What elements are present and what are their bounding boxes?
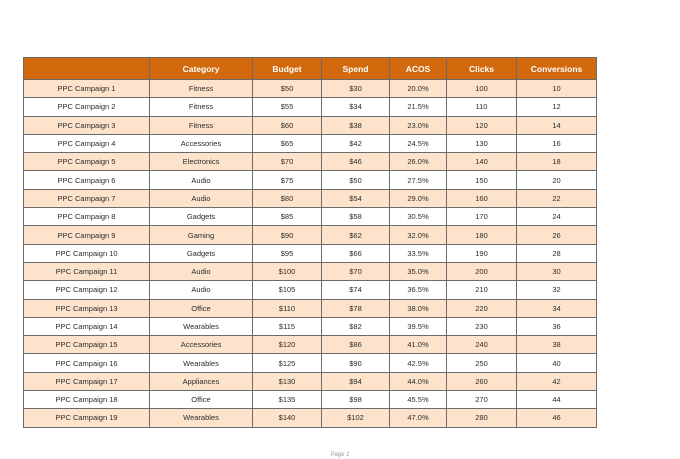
table-row (24, 409, 597, 427)
cell-budget: $140 (253, 409, 322, 427)
cell-clicks: 240 (447, 336, 517, 354)
cell-category: Accessories (150, 336, 253, 354)
cell-conversions: 18 (517, 153, 597, 171)
cell-spend: $98 (322, 391, 390, 409)
cell-budget: $50 (253, 80, 322, 98)
header-cell-clicks: Clicks (447, 58, 517, 80)
cell-budget: $55 (253, 98, 322, 116)
cell-clicks: 220 (447, 299, 517, 317)
table-row (24, 134, 597, 152)
table-row (24, 208, 597, 226)
cell-conversions: 12 (517, 98, 597, 116)
cell-acos: 35.0% (390, 262, 447, 280)
cell-campaign: PPC Campaign 19 (24, 409, 150, 427)
header-cell-budget: Budget (253, 58, 322, 80)
cell-spend: $90 (322, 354, 390, 372)
cell-spend: $82 (322, 317, 390, 335)
cell-budget: $130 (253, 372, 322, 390)
cell-acos: 20.0% (390, 80, 447, 98)
cell-campaign: PPC Campaign 5 (24, 153, 150, 171)
cell-clicks: 170 (447, 208, 517, 226)
cell-budget: $100 (253, 262, 322, 280)
cell-conversions: 44 (517, 391, 597, 409)
table-row (24, 354, 597, 372)
cell-clicks: 250 (447, 354, 517, 372)
cell-campaign: PPC Campaign 13 (24, 299, 150, 317)
cell-conversions: 46 (517, 409, 597, 427)
cell-campaign: PPC Campaign 6 (24, 171, 150, 189)
cell-conversions: 36 (517, 317, 597, 335)
cell-clicks: 100 (447, 80, 517, 98)
cell-spend: $78 (322, 299, 390, 317)
cell-conversions: 20 (517, 171, 597, 189)
cell-category: Fitness (150, 98, 253, 116)
cell-campaign: PPC Campaign 12 (24, 281, 150, 299)
cell-category: Electronics (150, 153, 253, 171)
cell-clicks: 210 (447, 281, 517, 299)
cell-clicks: 110 (447, 98, 517, 116)
table-row (24, 336, 597, 354)
cell-spend: $62 (322, 226, 390, 244)
cell-conversions: 16 (517, 134, 597, 152)
cell-spend: $66 (322, 244, 390, 262)
cell-campaign: PPC Campaign 3 (24, 116, 150, 134)
cell-conversions: 40 (517, 354, 597, 372)
page-number: Page 1 (330, 452, 350, 458)
table-row (24, 116, 597, 134)
cell-category: Accessories (150, 134, 253, 152)
cell-budget: $85 (253, 208, 322, 226)
cell-acos: 33.5% (390, 244, 447, 262)
cell-spend: $58 (322, 208, 390, 226)
cell-campaign: PPC Campaign 10 (24, 244, 150, 262)
table-row (24, 372, 597, 390)
cell-budget: $60 (253, 116, 322, 134)
cell-conversions: 10 (517, 80, 597, 98)
cell-conversions: 28 (517, 244, 597, 262)
cell-campaign: PPC Campaign 9 (24, 226, 150, 244)
cell-acos: 27.5% (390, 171, 447, 189)
table-row (24, 226, 597, 244)
cell-category: Audio (150, 171, 253, 189)
cell-spend: $102 (322, 409, 390, 427)
cell-category: Office (150, 391, 253, 409)
cell-clicks: 160 (447, 189, 517, 207)
cell-clicks: 280 (447, 409, 517, 427)
cell-campaign: PPC Campaign 2 (24, 98, 150, 116)
cell-acos: 30.5% (390, 208, 447, 226)
cell-conversions: 42 (517, 372, 597, 390)
table-row (24, 299, 597, 317)
cell-conversions: 30 (517, 262, 597, 280)
cell-category: Appliances (150, 372, 253, 390)
cell-acos: 24.5% (390, 134, 447, 152)
cell-clicks: 150 (447, 171, 517, 189)
campaign-table (23, 57, 597, 428)
cell-clicks: 230 (447, 317, 517, 335)
cell-conversions: 26 (517, 226, 597, 244)
cell-category: Wearables (150, 409, 253, 427)
cell-acos: 21.5% (390, 98, 447, 116)
cell-clicks: 260 (447, 372, 517, 390)
header-cell-campaign (24, 58, 150, 80)
cell-conversions: 22 (517, 189, 597, 207)
header-cell-conversions: Conversions (517, 58, 597, 80)
cell-budget: $65 (253, 134, 322, 152)
cell-spend: $74 (322, 281, 390, 299)
cell-category: Fitness (150, 116, 253, 134)
cell-campaign: PPC Campaign 7 (24, 189, 150, 207)
cell-spend: $94 (322, 372, 390, 390)
cell-category: Audio (150, 262, 253, 280)
cell-category: Fitness (150, 80, 253, 98)
cell-category: Gadgets (150, 244, 253, 262)
cell-acos: 44.0% (390, 372, 447, 390)
table-body (24, 80, 597, 428)
cell-campaign: PPC Campaign 8 (24, 208, 150, 226)
cell-spend: $54 (322, 189, 390, 207)
table-header (24, 58, 597, 80)
cell-category: Audio (150, 281, 253, 299)
cell-spend: $30 (322, 80, 390, 98)
cell-budget: $75 (253, 171, 322, 189)
cell-budget: $70 (253, 153, 322, 171)
cell-acos: 42.5% (390, 354, 447, 372)
cell-spend: $34 (322, 98, 390, 116)
cell-campaign: PPC Campaign 17 (24, 372, 150, 390)
table-row (24, 262, 597, 280)
header-cell-category: Category (150, 58, 253, 80)
cell-budget: $105 (253, 281, 322, 299)
cell-conversions: 38 (517, 336, 597, 354)
table-row (24, 98, 597, 116)
cell-category: Office (150, 299, 253, 317)
cell-acos: 26.0% (390, 153, 447, 171)
cell-spend: $50 (322, 171, 390, 189)
cell-acos: 23.0% (390, 116, 447, 134)
cell-budget: $90 (253, 226, 322, 244)
cell-spend: $42 (322, 134, 390, 152)
table-row (24, 153, 597, 171)
table-row (24, 391, 597, 409)
cell-acos: 41.0% (390, 336, 447, 354)
cell-acos: 32.0% (390, 226, 447, 244)
cell-campaign: PPC Campaign 16 (24, 354, 150, 372)
cell-campaign: PPC Campaign 1 (24, 80, 150, 98)
table-row (24, 244, 597, 262)
cell-acos: 45.5% (390, 391, 447, 409)
cell-clicks: 140 (447, 153, 517, 171)
cell-category: Wearables (150, 317, 253, 335)
cell-budget: $80 (253, 189, 322, 207)
cell-conversions: 14 (517, 116, 597, 134)
table-row (24, 281, 597, 299)
cell-budget: $120 (253, 336, 322, 354)
cell-acos: 29.0% (390, 189, 447, 207)
header-cell-acos: ACOS (390, 58, 447, 80)
cell-category: Wearables (150, 354, 253, 372)
cell-category: Audio (150, 189, 253, 207)
cell-acos: 39.5% (390, 317, 447, 335)
cell-budget: $135 (253, 391, 322, 409)
table-row (24, 171, 597, 189)
cell-category: Gaming (150, 226, 253, 244)
header-row (24, 58, 597, 80)
cell-category: Gadgets (150, 208, 253, 226)
cell-spend: $70 (322, 262, 390, 280)
cell-budget: $115 (253, 317, 322, 335)
cell-budget: $125 (253, 354, 322, 372)
cell-clicks: 120 (447, 116, 517, 134)
cell-conversions: 32 (517, 281, 597, 299)
cell-campaign: PPC Campaign 14 (24, 317, 150, 335)
cell-campaign: PPC Campaign 18 (24, 391, 150, 409)
cell-spend: $46 (322, 153, 390, 171)
header-cell-spend: Spend (322, 58, 390, 80)
cell-acos: 47.0% (390, 409, 447, 427)
cell-conversions: 34 (517, 299, 597, 317)
cell-campaign: PPC Campaign 11 (24, 262, 150, 280)
table-row (24, 80, 597, 98)
cell-clicks: 190 (447, 244, 517, 262)
cell-spend: $38 (322, 116, 390, 134)
cell-clicks: 270 (447, 391, 517, 409)
cell-campaign: PPC Campaign 4 (24, 134, 150, 152)
cell-clicks: 130 (447, 134, 517, 152)
cell-clicks: 200 (447, 262, 517, 280)
cell-spend: $86 (322, 336, 390, 354)
cell-acos: 36.5% (390, 281, 447, 299)
table-row (24, 317, 597, 335)
table-row (24, 189, 597, 207)
cell-budget: $95 (253, 244, 322, 262)
cell-conversions: 24 (517, 208, 597, 226)
cell-acos: 38.0% (390, 299, 447, 317)
cell-campaign: PPC Campaign 15 (24, 336, 150, 354)
cell-clicks: 180 (447, 226, 517, 244)
cell-budget: $110 (253, 299, 322, 317)
